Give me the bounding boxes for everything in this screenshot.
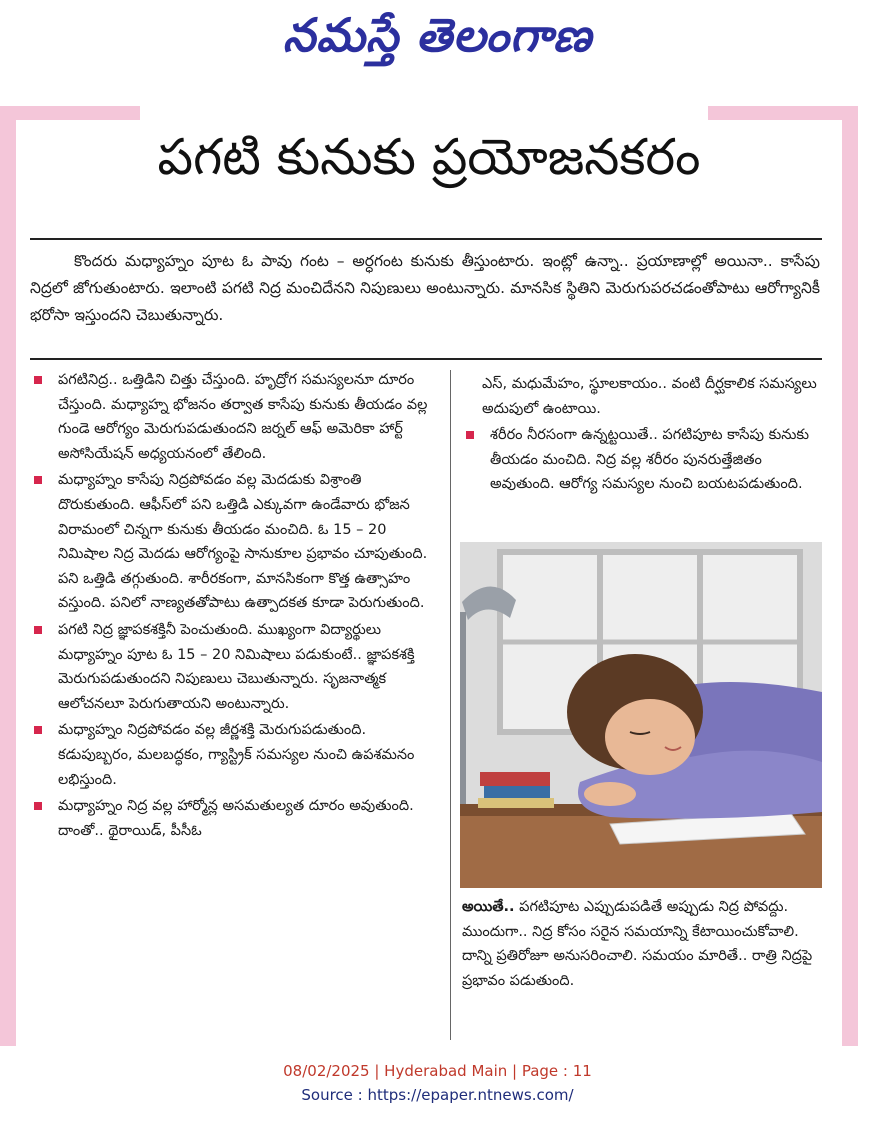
list-item [30,468,440,616]
pink-frame-right [842,106,858,1046]
article-intro: కొందరు మధ్యాహ్నం పూట ఓ పావు గంట – అర్ధగంట కునుకు తీస్తుంటారు. ఇంట్లో ఉన్నా.. ప్రయాణాల్లో అయినా.. కాసేపు నిద్రలో జోగుతుంటారు. ఇలాంటి పగటి నిద్ర మంచిదేనని నిపుణులు అంటున్నారు. మానసిక స్థితిని మెరుగుపరచడంతోపాటు ఆరోగ్యానికీ భరోసా ఇస్తుందని చెబుతున్నారు. [30,252,820,324]
paragraph-text: పగటిపూట ఎప్పుడుపడితే అప్పుడు నిద్ర పోవద్దు. ముందుగా.. నిద్ర కోసం సరైన సమయాన్ని కేటాయించుకోవాలి. దాన్ని ప్రతిరోజూ అనుసరించాలి. సమయం మారితే.. రాత్రి నిద్రపై ప్రభావం పడుతుంది. [462,899,813,989]
lead-word: అయితే.. [462,899,515,915]
bullet-icon [34,476,42,484]
footer-edition-info: 08/02/2025 | Hyderabad Main | Page : 11 [283,1062,592,1080]
footer-source-link[interactable]: Source : https://epaper.ntnews.com/ [301,1086,574,1104]
paragraph-text: మధ్యాహ్నం కాసేపు నిద్రపోవడం వల్ల మెదడుకు విశ్రాంతి దొరుకుతుంది. ఆఫీస్‌లో పని ఒత్తిడి ఎక్కువగా ఉండేవారు భోజన విరామంలో చిన్నగా కునుకు తీయడం మంచిది. ఓ 15 – 20 నిమిషాల నిద్ర మెదడు ఆరోగ్యంపై సానుకూల ప్రభావం చూపుతుంది. పని ఒత్తిడి తగ్గుతుంది. శారీరకంగా, మానసికంగా కొత్త ఉత్సాహం వస్తుంది. పనిలో నాణ్యతతోపాటు ఉత్పాదకత కూడా పెరుగుతుంది. [58,472,428,612]
bullet-icon [34,626,42,634]
divider-top [30,238,822,240]
right-column-bottom [462,895,822,995]
divider-intro [30,358,822,360]
left-column [30,368,440,845]
pink-frame-top-right [708,106,858,120]
paragraph-text: మధ్యాహ్నం నిద్ర వల్ల హార్మోన్ల అసమతుల్యత దూరం అవుతుంది. దాంతో.. థైరాయిడ్, పీసీఓ [58,798,414,839]
pink-frame-top-left [0,106,140,120]
closing-paragraph [462,895,822,993]
bullet-icon [34,726,42,734]
article-photo [460,542,822,888]
bullet-icon [34,802,42,810]
right-column-top [462,372,822,499]
paragraph-text: ఎస్, మధుమేహం, స్థూలకాయం.. వంటి దీర్ఘకాలిక సమస్యలు అదుపులో ఉంటాయి. [482,376,817,417]
paragraph-text: శరీరం నీరసంగా ఉన్నట్టయితే.. పగటిపూట కాసేపు కునుకు తీయడం మంచిది. నిద్ర వల్ల శరీరం పునరుత్తేజితం అవుతుంది. ఆరోగ్య సమస్యల నుంచి బయటపడుతుంది. [490,427,809,493]
paragraph-text: పగటి నిద్ర జ్ఞాపకశక్తినీ పెంచుతుంది. ముఖ్యంగా విద్యార్థులు మధ్యాహ్నం పూట ఓ 15 – 20 నిమిషాలు పడుకుంటే.. జ్ఞాపకశక్తి మెరుగుపడుతుందని నిపుణులు చెబుతున్నారు. సృజనాత్మక ఆలోచనలూ పెరుగుతాయని అంటున్నారు. [58,621,415,712]
list-item [30,794,440,843]
list-item [462,423,822,497]
paragraph-text: మధ్యాహ్నం నిద్రపోవడం వల్ల జీర్ణశక్తి మెరుగుపడుతుంది. కడుపుబ్బరం, మలబద్ధకం, గ్యాస్ట్రిక్ సమస్యల నుంచి ఉపశమనం లభిస్తుంది. [58,722,415,788]
list-item [462,372,822,421]
bullet-icon [34,376,42,384]
sleeping-woman-illustration [460,542,822,888]
column-divider [450,370,451,1040]
bullet-icon [466,431,474,439]
list-item [30,718,440,792]
list-item [30,368,440,466]
masthead-logo: నమస్తే తెలంగాణ [282,8,593,62]
paragraph-text: పగటినిద్ర.. ఒత్తిడిని చిత్తు చేస్తుంది. హృద్రోగ సమస్యలనూ దూరం చేస్తుంది. మధ్యాహ్న భోజనం తర్వాత కాసేపు కునుకు తీయడం వల్ల గుండె ఆరోగ్యం మెరుగుపడుతుందని జర్నల్ ఆఫ్ అమెరికా హార్ట్ అసోసియేషన్ అధ్యయనంలో తేలింది. [58,372,428,462]
list-item [30,618,440,716]
article-headline: పగటి కునుకు ప్రయోజనకరం [157,128,701,186]
pink-frame-left [0,106,16,1046]
